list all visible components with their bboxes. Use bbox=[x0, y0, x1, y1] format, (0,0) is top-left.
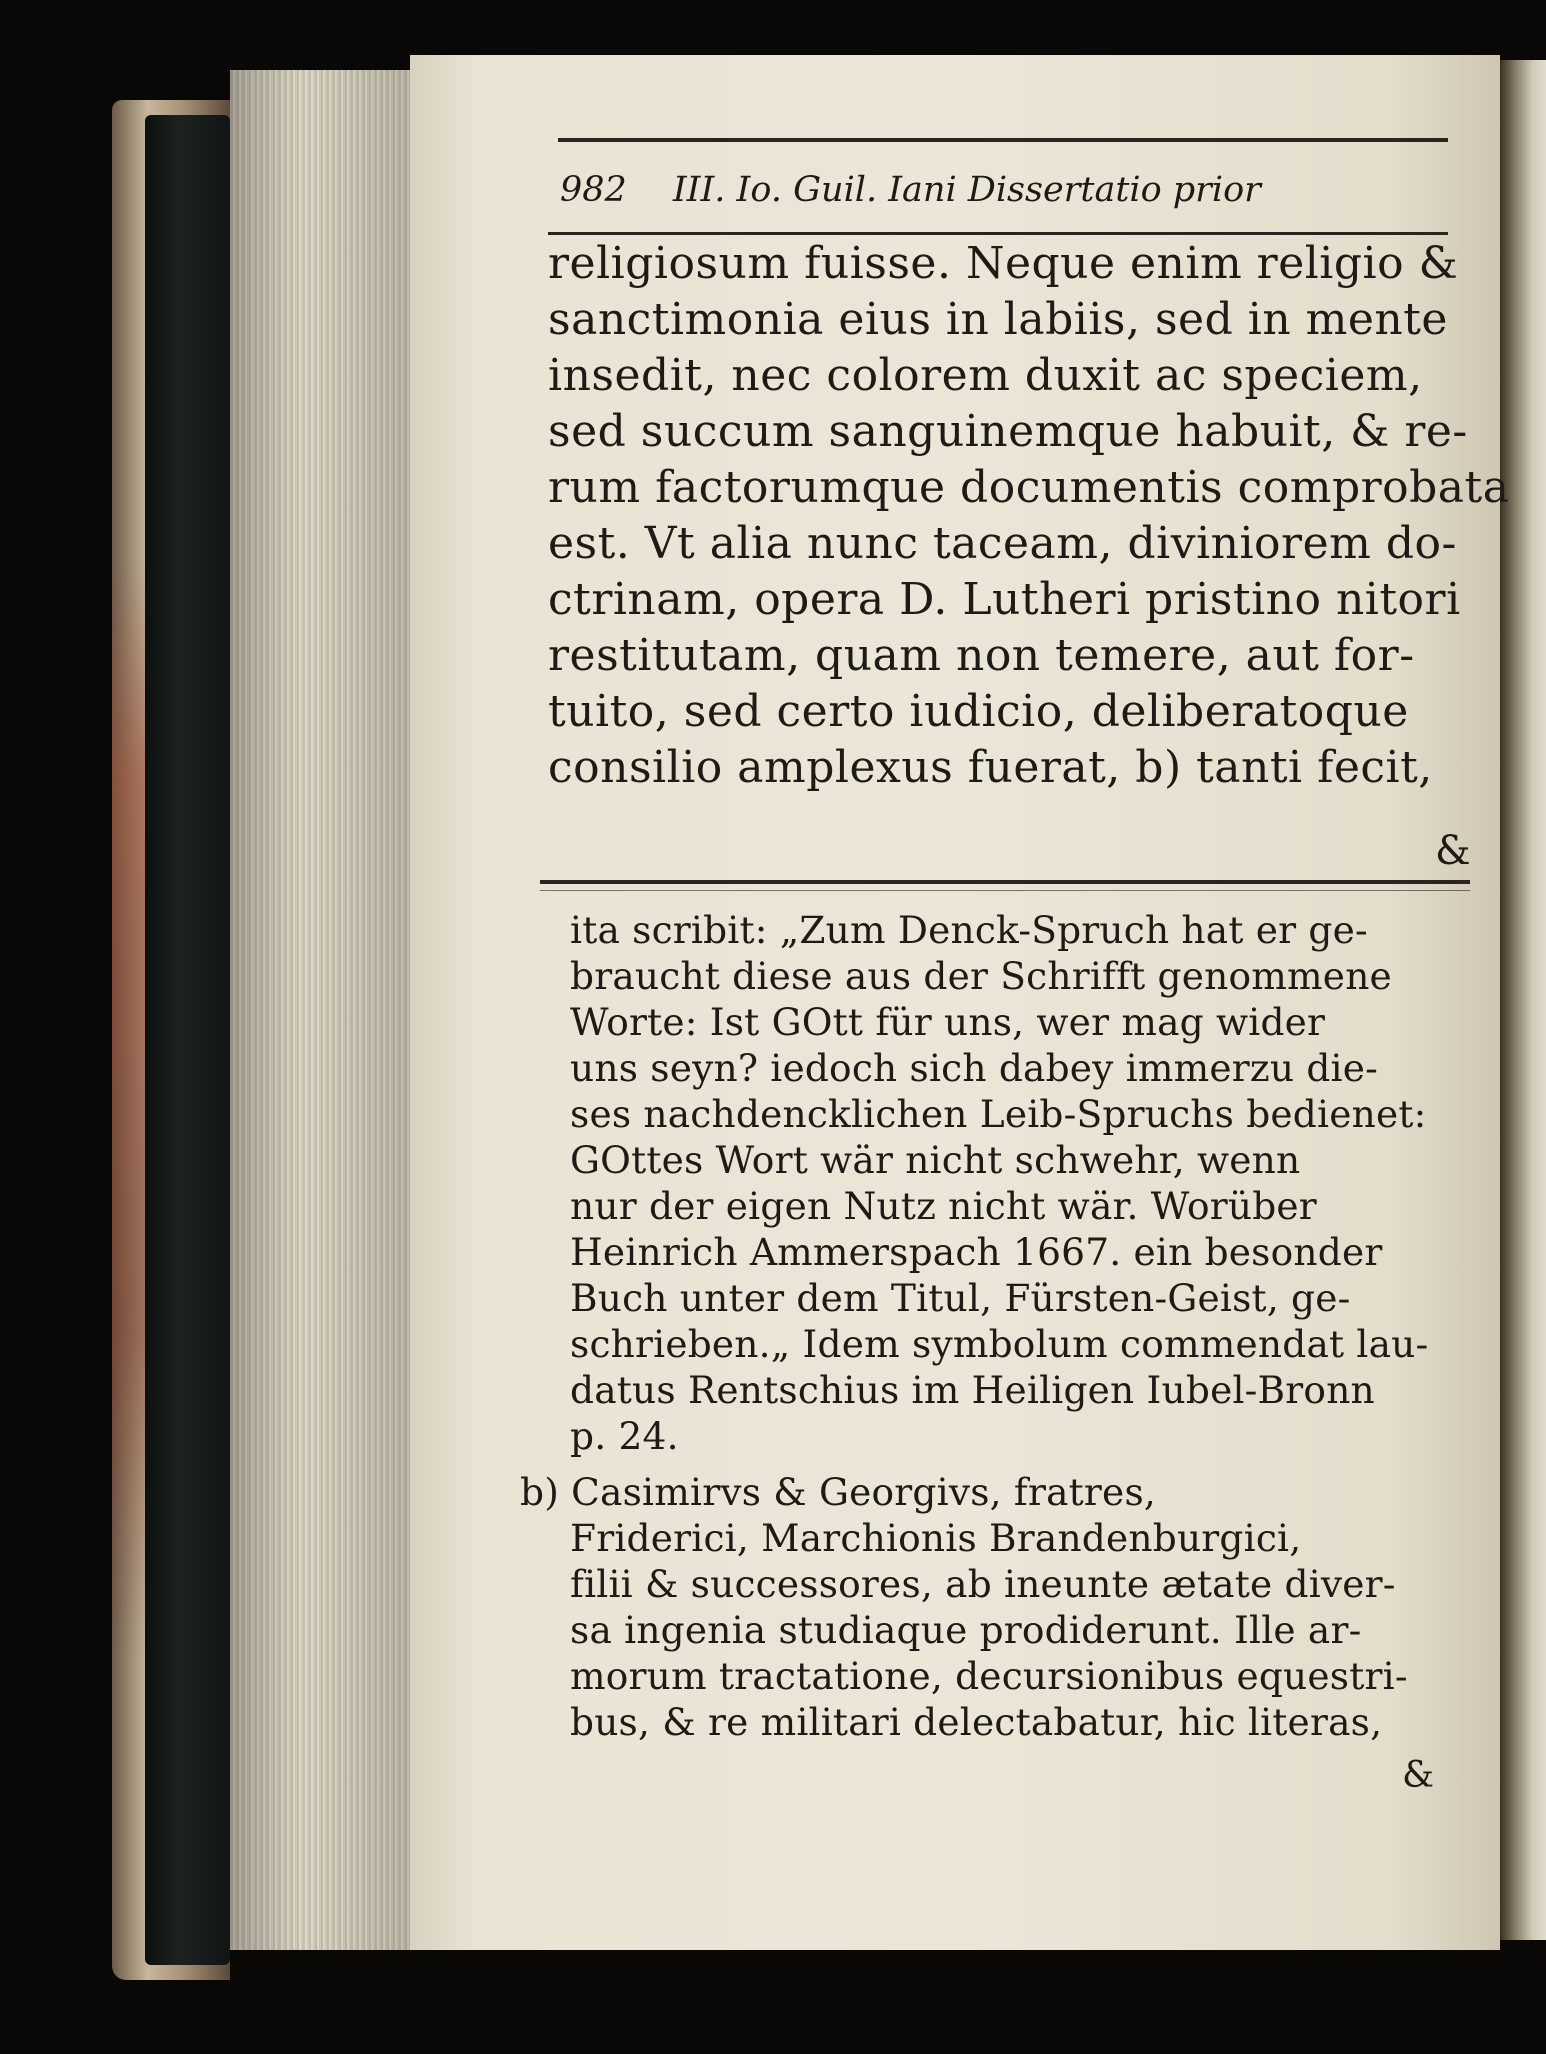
footnote-line: ses nachdencklichen Leib-Spruchs bedienet: bbox=[570, 1092, 1427, 1136]
footnote-line: uns seyn? iedoch sich dabey immerzu die- bbox=[570, 1046, 1379, 1090]
footnote-line: Buch unter dem Titul, Fürsten-Geist, ge- bbox=[570, 1276, 1351, 1320]
footnote-line: braucht diese aus der Schrifft genommene bbox=[570, 954, 1392, 998]
footnote-b-line: b) Casimirvs & Georgivs, fratres, bbox=[520, 1470, 1157, 1514]
footnote-line: morum tractatione, decursionibus equestri- bbox=[570, 1654, 1408, 1698]
footnote-line: schrieben.„ Idem symbolum commendat lau- bbox=[570, 1322, 1429, 1366]
footnote-line: Heinrich Ammerspach 1667. ein besonder bbox=[570, 1230, 1383, 1274]
footnote-line: sa ingenia studiaque prodiderunt. Ille ar- bbox=[570, 1608, 1362, 1652]
text-line: tuito, sed certo iudicio, deliberatoque bbox=[548, 686, 1409, 737]
book-board bbox=[145, 115, 230, 1965]
running-header bbox=[560, 170, 1261, 210]
footnote-line: datus Rentschius im Heiligen Iubel-Bronn bbox=[570, 1368, 1375, 1412]
footnote-line: ita scribit: „Zum Denck-Spruch hat er ge- bbox=[570, 908, 1368, 952]
running-title: III. Io. Guil. Iani Dissertatio prior bbox=[672, 170, 1261, 210]
text-line: sed succum sanguinemque habuit, & re- bbox=[548, 406, 1468, 457]
footnote-line: nur der eigen Nutz nicht wär. Worüber bbox=[570, 1184, 1317, 1228]
text-line: religiosum fuisse. Neque enim religio & bbox=[548, 238, 1459, 289]
footnote-line: GOttes Wort wär nicht schwehr, wenn bbox=[570, 1138, 1301, 1182]
text-line: restitutam, quam non temere, aut for- bbox=[548, 630, 1415, 681]
footnote-catchword: & bbox=[1402, 1755, 1435, 1796]
body-catchword: & bbox=[1435, 828, 1471, 874]
text-line: insedit, nec colorem duxit ac speciem, bbox=[548, 350, 1423, 401]
footnote-line: Worte: Ist GOtt für uns, wer mag wider bbox=[570, 1000, 1326, 1044]
footnote-line: bus, & re militari delectabatur, hic literas, bbox=[570, 1700, 1383, 1744]
footnote-rule bbox=[540, 880, 1470, 884]
page-number: 982 bbox=[560, 170, 627, 210]
text-line: ctrinam, opera D. Lutheri pristino nitori bbox=[548, 574, 1461, 625]
text-line: rum factorumque documentis comprobata bbox=[548, 462, 1510, 513]
text-line: est. Vt alia nunc taceam, diviniorem do- bbox=[548, 518, 1457, 569]
text-line: consilio amplexus fuerat, b) tanti fecit, bbox=[548, 742, 1433, 793]
footnote-line: Friderici, Marchionis Brandenburgici, bbox=[570, 1516, 1302, 1560]
footnote-line: filii & successores, ab ineunte ætate diver- bbox=[570, 1562, 1396, 1606]
facing-page-edge bbox=[1500, 60, 1546, 1940]
text-line: sanctimonia eius in labiis, sed in mente bbox=[548, 294, 1448, 345]
header-rule-top bbox=[558, 138, 1448, 142]
footnote-line: p. 24. bbox=[570, 1414, 679, 1458]
header-rule-bottom bbox=[548, 232, 1448, 235]
